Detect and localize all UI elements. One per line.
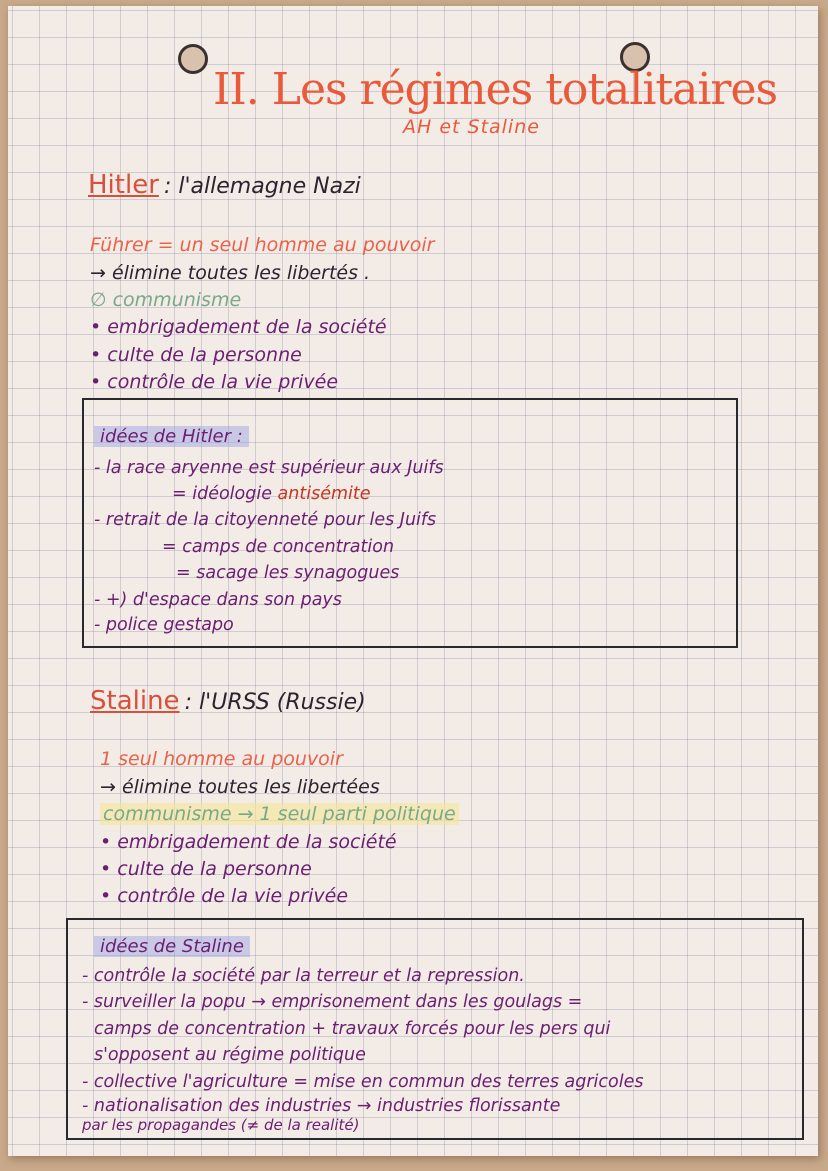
hitler-box-title: idées de Hitler : <box>94 426 249 447</box>
hitler-heading-row <box>88 170 361 200</box>
staline-box-title: idées de Staline <box>94 936 250 957</box>
hitler-box-line-7: - police gestapo <box>94 615 234 635</box>
hitler-box-line-3: - retrait de la citoyenneté pour les Juifs <box>94 510 437 530</box>
hitler-heading: Hitler <box>88 170 159 200</box>
staline-ideas-box <box>66 918 804 1140</box>
antisemite-word: antisémite <box>277 484 371 504</box>
hitler-line-4: • embrigadement de la société <box>90 316 387 338</box>
page-title: II. Les régimes totalitaires <box>213 64 778 115</box>
hitler-line-1: Führer = un seul homme au pouvoir <box>90 234 435 256</box>
staline-box-line-1: - contrôle la société par la terreur et la repression. <box>82 966 525 986</box>
hitler-line-3: ∅ communisme <box>90 289 242 311</box>
hitler-ideas-box <box>82 398 738 648</box>
hitler-line-5: • culte de la personne <box>90 344 302 366</box>
staline-line-5: • culte de la personne <box>100 858 312 880</box>
notebook-page <box>8 6 818 1156</box>
hitler-line-2: → élimine toutes les libertés . <box>90 262 371 284</box>
staline-box-line-4: s'opposent au régime politique <box>94 1045 366 1065</box>
hitler-box-line-2: = idéologie antisémite <box>172 484 371 504</box>
hitler-heading-rest: : l'allemagne Nazi <box>163 174 361 199</box>
staline-box-line-3: camps de concentration + travaux forcés pour les pers qui <box>94 1019 611 1039</box>
staline-box-line-7: par les propagandes (≠ de la realité) <box>82 1116 360 1134</box>
punch-hole-left <box>178 44 208 74</box>
staline-line-3: communisme → 1 seul parti politique <box>100 803 459 825</box>
hitler-line-6: • contrôle de la vie privée <box>90 371 339 393</box>
page-subtitle: AH et Staline <box>403 116 540 138</box>
staline-box-line-6: - nationalisation des industries → industries florissante <box>82 1096 561 1116</box>
staline-line-1: 1 seul homme au pouvoir <box>100 748 343 770</box>
hitler-box-line-6: - +) d'espace dans son pays <box>94 590 342 610</box>
hitler-box-line-4: = camps de concentration <box>162 537 395 557</box>
staline-heading-rest: : l'URSS (Russie) <box>184 690 366 715</box>
staline-box-line-5: - collective l'agriculture = mise en commun des terres agricoles <box>82 1072 644 1092</box>
staline-line-4: • embrigadement de la société <box>100 831 397 853</box>
staline-line-6: • contrôle de la vie privée <box>100 885 349 907</box>
hitler-box-line-5: = sacage les synagogues <box>176 563 400 583</box>
staline-heading: Staline <box>90 686 180 716</box>
staline-box-line-2: - surveiller la popu → emprisonement dans les goulags = <box>82 992 583 1012</box>
hitler-box-line-1: - la race aryenne est supérieur aux Juifs <box>94 458 444 478</box>
staline-line-2: → élimine toutes les libertées <box>100 776 380 798</box>
staline-heading-row <box>90 686 366 716</box>
